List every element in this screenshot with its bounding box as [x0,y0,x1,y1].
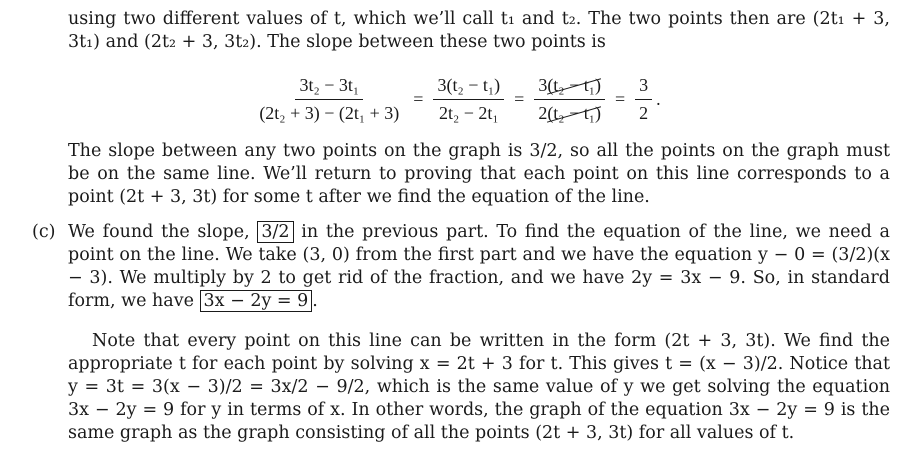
fraction-1-numerator: 3t₂ − 3t₁ [295,74,363,100]
part-c-text-1: We found the slope, [68,222,250,242]
paragraph-note [68,330,890,445]
fraction-4-numerator: 3 [635,74,652,100]
part-c-text-2: in the previous part. To find the equation of the line, we need a point on the line. We take (3, 0) from the first part and we have the equation y − 0 = (3/2)(x − 3). We multiply by 2 to get rid of the fraction, and we have 2y = 3x − 9. So, in standard form, we have [68,222,890,311]
numerator-coefficient: 3 [538,75,548,95]
paragraph-part-c [68,221,890,313]
cancelled-factor: (t₂ − t₁) [547,75,602,95]
boxed-answer-equation: 3x − 2y = 9 [200,290,313,312]
equals-sign: = [413,89,424,109]
boxed-answer-slope: 3/2 [257,221,293,243]
slope-equation [0,74,912,125]
part-c-text-3: . [312,291,318,311]
part-c-label: (c) [32,222,56,242]
cancelled-factor: (t₂ − t₁) [547,103,602,123]
equals-sign: = [615,89,626,109]
fraction-4 [635,74,652,125]
fraction-4-denominator: 2 [639,103,649,123]
fraction-1-denominator: (2t₂ + 3) − (2t₁ + 3) [259,103,400,123]
fraction-2-numerator: 3(t₂ − t₁) [433,74,504,100]
paragraph-slope-constant: The slope between any two points on the graph is 3/2, so all the points on the graph must be on the same line. We’ll return to proving that each point on this line corresponds to a point (2t + 3, 3t) for some t after we find the equation of the line. [68,141,890,207]
paragraph-points: using two different values of t, which we’ll call t₁ and t₂. The two points then are (2t₁ + 3, 3t₁) and (2t₂ + 3, 3t₂). The slope between these two points is [68,9,890,52]
fraction-2 [433,74,504,125]
fraction-3-cancelled [534,74,605,125]
equation-period: . [656,89,661,109]
fraction-2-denominator: 2t₂ − 2t₁ [438,103,499,123]
fraction-3-denominator [534,100,605,125]
denominator-coefficient: 2 [538,103,548,123]
fraction-3-numerator [534,74,605,100]
note-text: Note that every point on this line can be written in the form (2t + 3, 3t). We find the appropriate t for each point by solving x = 2t + 3 for t. This gives t = (x − 3)/2. Notice that y = 3t = 3(x − 3)/2 = 3x/2 − 9/2, which is the same value of y we get solving the equation 3x − 2y = 9 for y in terms of x. In other words, the graph of the equation 3x − 2y = 9 is the same graph as the graph consisting of all the points (2t + 3, 3t) for all values of t. [68,331,890,443]
equals-sign: = [514,89,525,109]
fraction-1 [255,74,403,125]
